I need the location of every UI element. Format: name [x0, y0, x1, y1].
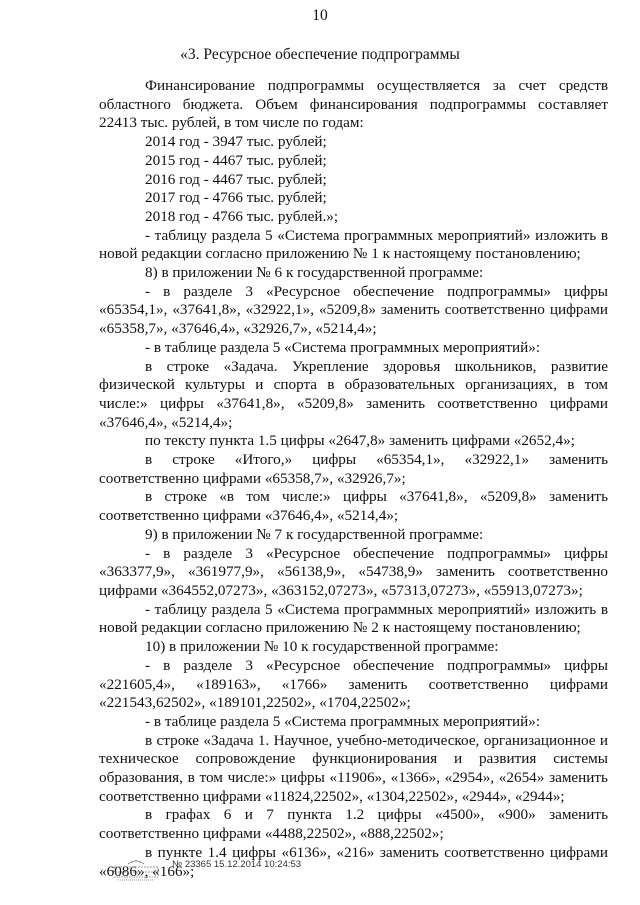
- section-heading: «3. Ресурсное обеспечение подпрограммы: [180, 46, 460, 63]
- paragraph: - таблицу раздела 5 «Система программных мероприятий» изложить в новой редакции согласно приложению № 1 к настоящему постановлению;: [99, 226, 608, 263]
- paragraph: по тексту пункта 1.5 цифры «2647,8» заменить цифрами «2652,4»;: [145, 432, 575, 450]
- paragraph: 2016 год - 4467 тыс. рублей;: [145, 170, 327, 188]
- document-reference: № 23365 15.12.2014 10:24:53: [172, 859, 302, 870]
- document-body: [99, 77, 608, 881]
- page-number: 10: [312, 7, 328, 24]
- paragraph: 8) в приложении № 6 к государственной программе:: [145, 264, 484, 282]
- paragraph: 10) в приложении № 10 к государственной программе:: [145, 638, 499, 656]
- registration-stamp-icon: [108, 856, 164, 884]
- paragraph: в пункте 1.4 цифры «6136», «216» заменить соответственно цифрами «6086», «166»;: [99, 843, 608, 880]
- paragraph: 2015 год - 4467 тыс. рублей;: [145, 151, 327, 169]
- paragraph: в строке «Итого,» цифры «65354,1», «32922,1» заменить соответственно цифрами «65358,7», «32926,7»;: [99, 451, 608, 487]
- paragraph: 2014 год - 3947 тыс. рублей;: [145, 133, 327, 151]
- paragraph: - в разделе 3 «Ресурсное обеспечение подпрограммы» цифры «65354,1», «37641,8», «32922,1», «5209,8» заменить соответственно цифрами «65358,7», «37646,4», «32926,7», «5214,4»;: [99, 282, 608, 338]
- paragraph: 9) в приложении № 7 к государственной программе:: [145, 525, 484, 543]
- paragraph: - таблицу раздела 5 «Система программных мероприятий» изложить в новой редакции согласно приложению № 2 к настоящему постановлению;: [99, 600, 608, 637]
- paragraph: - в таблице раздела 5 «Система программных мероприятий»:: [145, 338, 541, 356]
- paragraph: - в разделе 3 «Ресурсное обеспечение подпрограммы» цифры «221605,4», «189163», «1766» заменить соответственно цифрами «221543,62502», «189101,22502», «1704,22502»;: [99, 656, 608, 712]
- paragraph: - в разделе 3 «Ресурсное обеспечение подпрограммы» цифры «363377,9», «361977,9», «56138,9», «54738,9» заменить соответственно цифрами «364552,07273», «363152,07273», «57313,07273», «55913,07273»;: [99, 544, 608, 599]
- paragraph: в строке «Задача 1. Научное, учебно-методическое, организационное и техническое сопровождение функционирования и развития системы образования, в том числе:» цифры «11906», «1366», «2954», «2654» заменить соответственно цифрами «11824,22502», «1304,22502», «2944», «2944»;: [99, 731, 608, 805]
- paragraph: Финансирование подпрограммы осуществляется за счет средств областного бюджета. Объем финансирования подпрограммы составляет 22413 тыс. рублей, в том числе по годам:: [99, 77, 608, 132]
- paragraph: 2018 год - 4766 тыс. рублей.»;: [145, 207, 339, 225]
- paragraph: 2017 год - 4766 тыс. рублей;: [145, 189, 327, 207]
- paragraph: - в таблице раздела 5 «Система программных мероприятий»:: [145, 712, 541, 730]
- paragraph: в графах 6 и 7 пункта 1.2 цифры «4500», «900» заменить соответственно цифрами «4488,22502», «888,22502»;: [99, 806, 608, 843]
- footer: [108, 856, 608, 886]
- paragraph: в строке «Задача. Укрепление здоровья школьников, развитие физической культуры и спорта в образовательных организациях, в том числе:» цифры «37641,8», «5209,8» заменить соответственно цифрами «37646,4», «5214,4»;: [99, 357, 608, 431]
- paragraph: в строке «в том числе:» цифры «37641,8», «5209,8» заменить соответственно цифрами «37646,4», «5214,4»;: [99, 488, 608, 525]
